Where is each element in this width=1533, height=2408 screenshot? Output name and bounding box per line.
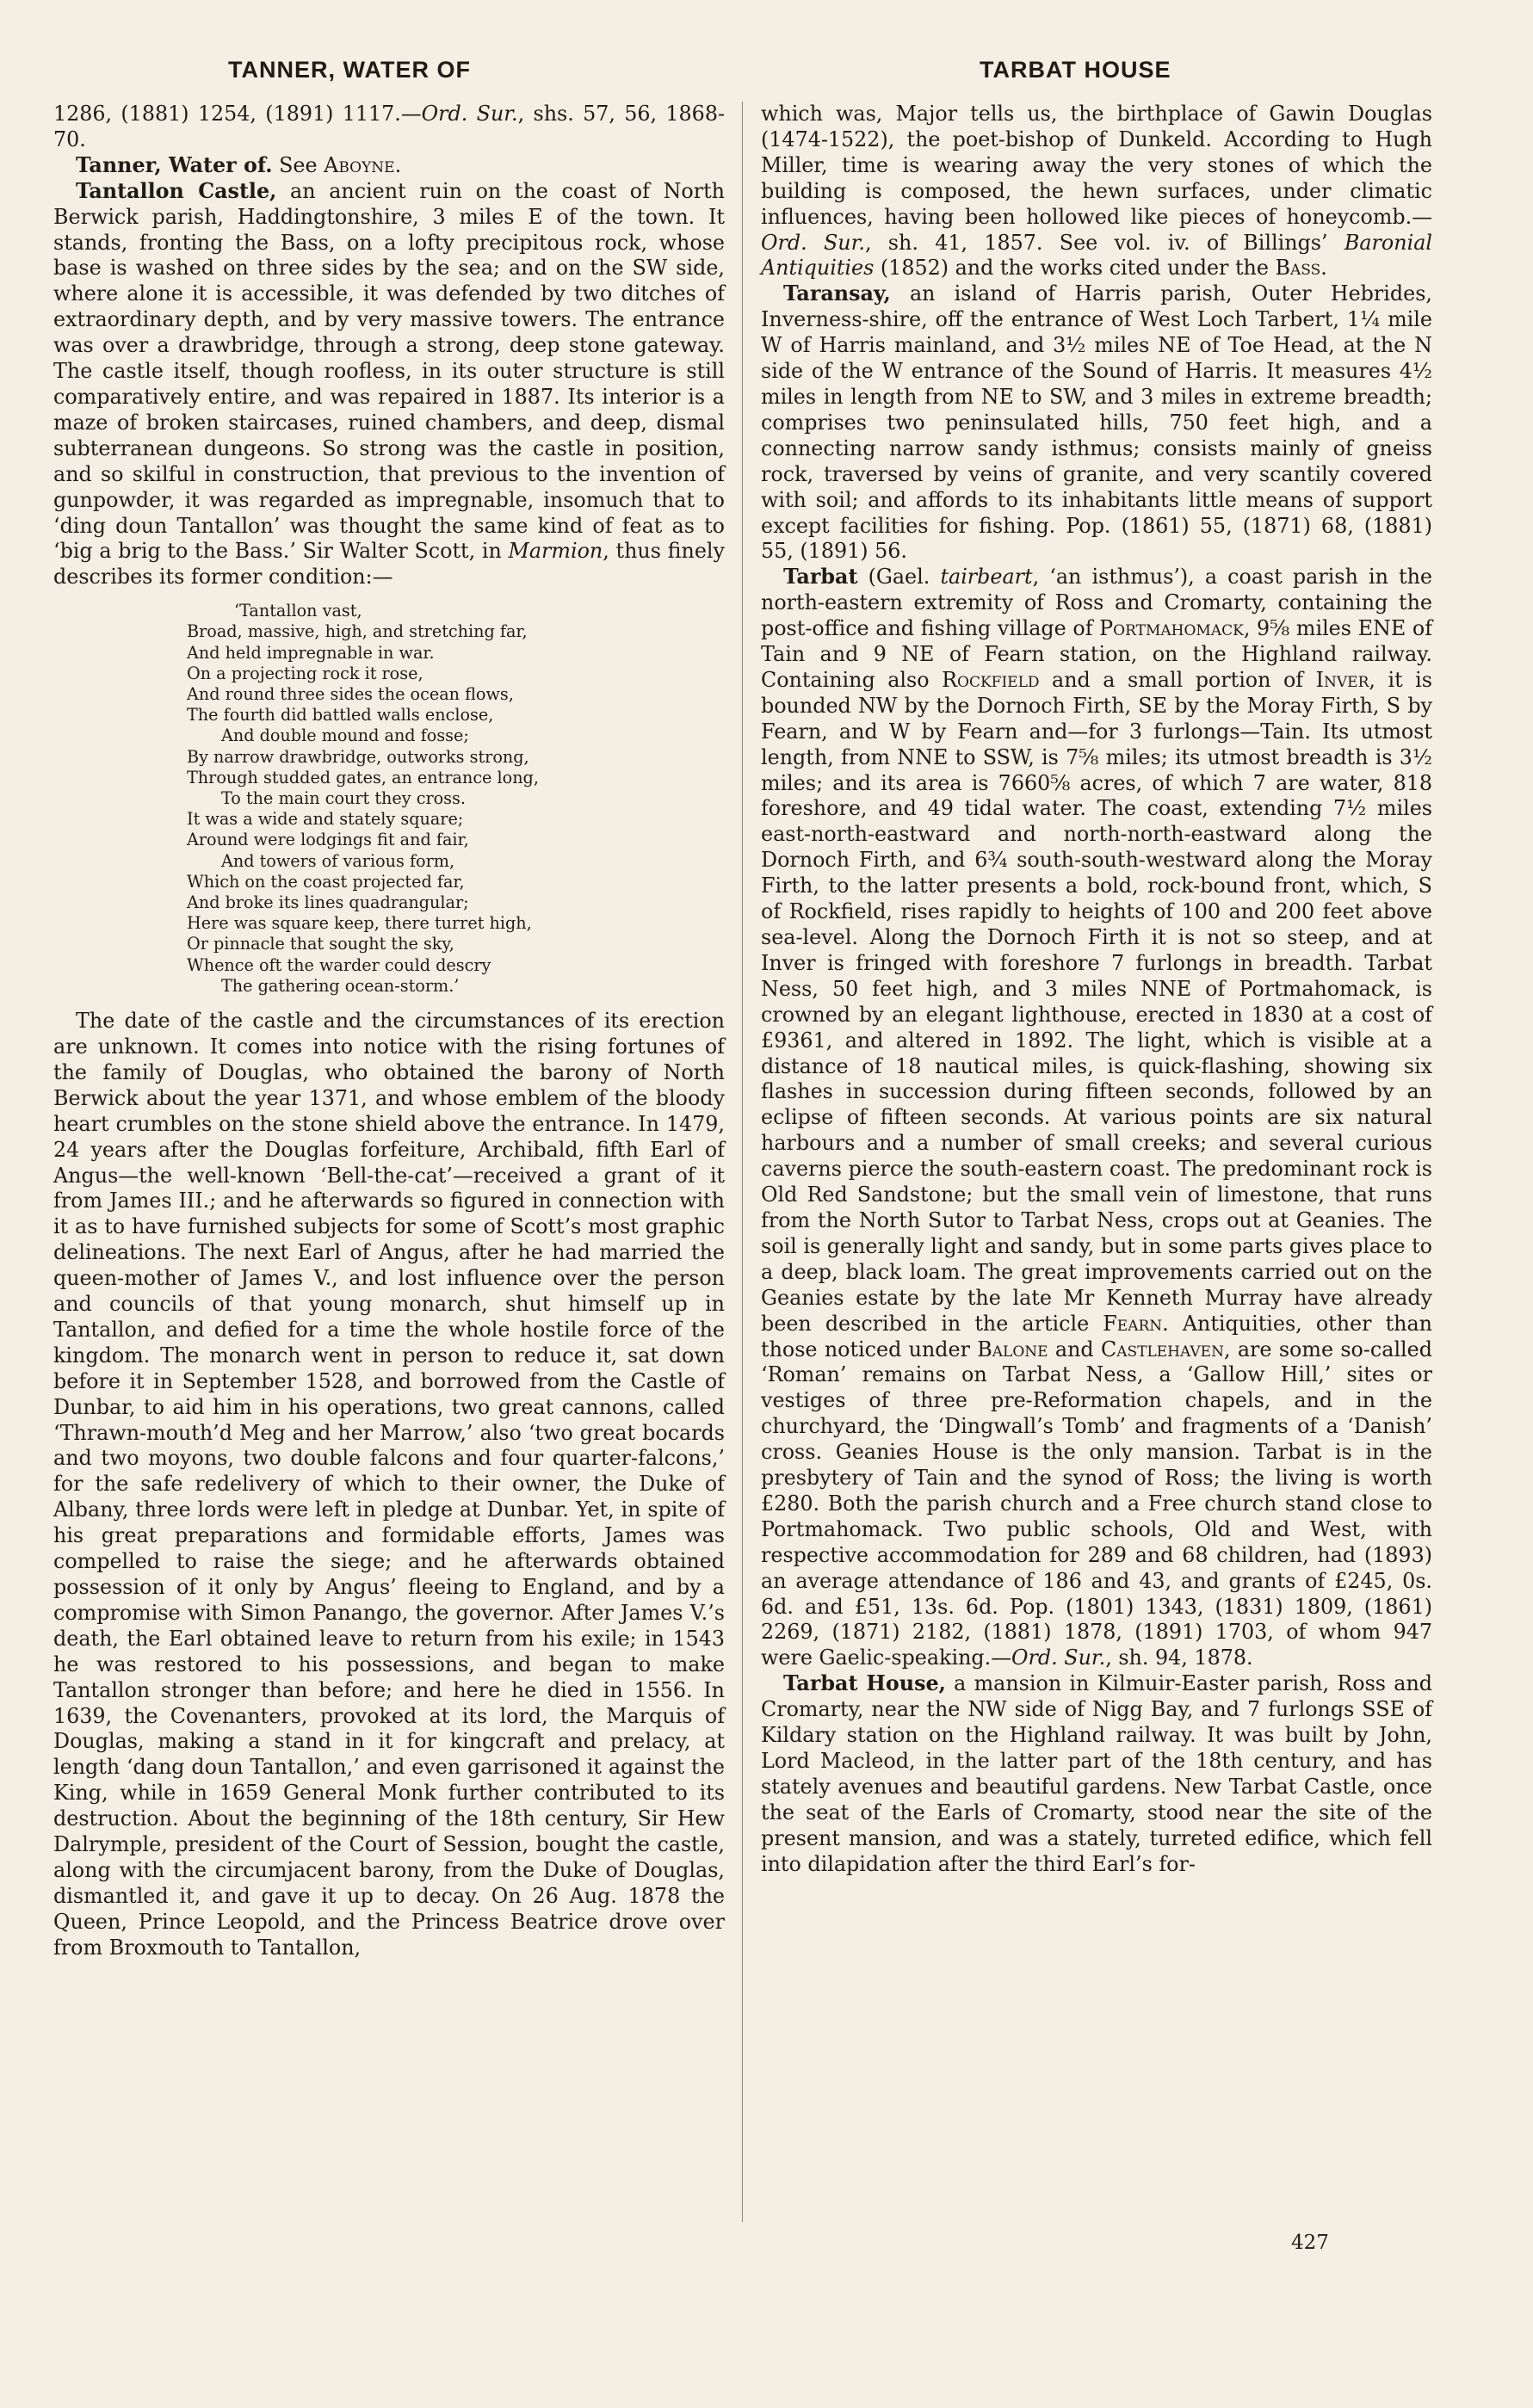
entry-tarbat: Tarbat (Gael. tairbeart, ‘an isthmus’), a coast parish in the north-eastern extremity of Ross and Cromarty, containing the post-office and fishing village of Portmahomack, 9⅝ miles ENE of Tain and 9 NE of Fearn station, on the Highland railway. Containing also Rockfield and a small portion of Inver, it is bounded NW by the Dornoch Firth, SE by the Moray Firth, S by Fearn, and W by Fearn and—for 3 furlongs—Tain. Its utmost length, from NNE to SSW, is 7⅝ miles; its utmost breadth is 3½ miles; and its area is 7660⅝ acres, of which 7 are water, 818 foreshore, and 49 tidal water. The coast, extending 7½ miles east-north-eastward and north-north-eastward along the Dornoch Firth, and 6¾ south-south-westward along the Moray Firth, to the latter presents a bold, rock-bound front, which, S of Rockfield, rises rapidly to heights of 100 and 200 feet above sea-level. Along the Dornoch Firth it is not so steep, and at Inver is fringed with foreshore 7 furlongs in breadth. Tarbat Ness, 50 feet high, and 3 miles NNE of Portmahomack, is crowned by an elegant lighthouse, erected in 1830 at a cost of £9361, and altered in 1892. The light, which is visible at a distance of 18 nautical miles, is quick-flashing, showing six flashes in succession during fifteen seconds, followed by an eclipse of fifteen seconds. At various points are six natural harbours and a number of small creeks; and several curious caverns pierce the south-eastern coast. The predominant rock is Old Red Sandstone; but the small vein of limestone, that runs from the North Sutor to Tarbat Ness, crops out at Geanies. The soil is generally light and sandy, but in some parts gives place to a deep, black loam. The great improvements carried out on the Geanies estate by the late Mr Kenneth Murray have already been described in the article Fearn. Antiquities, other than those noticed under Balone and Castlehaven, are some so-called ‘Roman’ remains on Tarbat Ness, a ‘Gallow Hill,’ sites or vestiges of three pre-Reformation chapels, and in the churchyard, the ‘Dingwall’s Tomb’ and fragments of a ‘Danish’ cross. Geanies House is the only mansion. Tarbat is in the presbytery of Tain and the synod of Ross; the living is worth £280. Both the parish church and a Free church stand close to Portmahomack. Two public schools, Old and West, with respective accommodation for 289 and 68 children, had (1893) an average attendance of 186 and 43, and grants of £245, 0s. 6d. and £51, 13s. 6d. Pop. (1801) 1343, (1831) 1809, (1861) 2269, (1871) 2182, (1881) 1878, (1891) 1703, of whom 947 were Gaelic-speaking.—Ord. Sur., sh. 94, 1878. [761,565,1433,1670]
right-column [761,102,1432,1878]
poem-line: And double mound and fosse; [221,725,469,746]
headword: Tarbat [783,565,858,590]
cross-reference: Portmahomack [1099,616,1244,641]
poem-line: Around were lodgings fit and fair, [187,830,469,850]
entry-continuation: which was, Major tells us, the birthplace of Gawin Douglas (1474-1522), the poet-bishop of Dunkeld. According to Hugh Miller, time is wearing away the very stones of which the building is composed, the hewn surfaces, under climatic influences, having been hollowed like pieces of honeycomb.—Ord. Sur., sh. 41, 1857. See vol. iv. of Billings’ Baronial Antiquities (1852) and the works cited under the Bass. [761,102,1432,281]
headword: Tantallon Castle, [76,178,277,203]
poem-line: Or pinnacle that sought the sky, [187,934,454,954]
poem-line: To the main court they cross. [221,788,466,809]
cross-reference: Bass [1275,256,1321,281]
headword: Tarbat House, [783,1671,946,1696]
cross-reference: Aboyne [324,152,395,177]
poem-quotation [53,601,725,997]
running-head-right: TARBAT HOUSE [980,57,1171,83]
left-column [53,102,725,1961]
poem-line: ‘Tantallon vast, [234,601,362,621]
poem-line: Broad, massive, high, and stretching far, [187,621,528,642]
poem-line: And round three sides the ocean flows, [187,684,514,705]
poem-line: Through studded gates, an entrance long, [187,767,539,787]
poem-line: The gathering ocean-storm.’ [221,975,460,996]
cross-reference: Fearn [1103,1311,1163,1336]
cross-reference: Inver [1315,667,1369,692]
poem-line: The fourth did battled walls enclose, [187,705,494,725]
headword: Taransay, [783,281,891,306]
entry-continuation: 1286, (1881) 1254, (1891) 1117.—Ord. Sur., shs. 57, 56, 1868-70. [53,102,725,151]
cross-reference: Balone [977,1337,1048,1361]
poem-line: And broke its lines quadrangular; [187,892,469,913]
cross-reference: Rockfield [942,667,1040,692]
poem-line: Here was square keep, there turret high, [187,913,532,934]
page-number: 427 [1291,2232,1329,2254]
column-divider [742,102,743,2222]
poem-line: And towers of various form, [221,850,455,871]
entry-tarbat-house: Tarbat House, a mansion in Kilmuir-Easter parish, Ross and Cromarty, near the NW side of Nigg Bay, and 7 furlongs SSE of Kildary station on the Highland railway. It was built by John, Lord Macleod, in the latter part of the 18th century, and has stately avenues and beautiful gardens. New Tarbat Castle, once the seat of the Earls of Cromarty, stood near the site of the present mansion, and was a stately, turreted edifice, which fell into dilapidation after the third Earl’s for- [761,1671,1432,1876]
entry-taransay: Taransay, an island of Harris parish, Outer Hebrides, Inverness-shire, off the entrance of West Loch Tarbert, 1¼ mile W of Harris mainland, and 3½ miles NE of Toe Head, at the N side of the W entrance of the Sound of Harris. It measures 4½ miles in length from NE to SW, and 3 miles in extreme breadth; comprises two peninsulated hills, 750 feet high, and a connecting narrow sandy isthmus; consists mainly of gneiss rock, traversed by veins of granite, and very scantily covered with soil; and affords to its inhabitants little means of support except facilities for fishing. Pop. (1861) 55, (1871) 68, (1881) 55, (1891) 56. [761,281,1432,564]
headword: Tanner, Water of. [76,152,273,177]
poem-line: Whence oft the warder could descry [187,954,491,975]
poem-line: By narrow drawbridge, outworks strong, [187,746,529,767]
poem-line: And held impregnable in war. [187,642,435,663]
entry-tantallon: Tantallon Castle, an ancient ruin on the coast of North Berwick parish, Haddingtonshire, 3 miles E of the town. It stands, fronting the Bass, on a lofty precipitous rock, whose base is washed on three sides by the sea; and on the SW side, where alone it is accessible, it was defended by two ditches of extraordinary depth, and by very massive towers. The entrance was over a drawbridge, through a strong, deep stone gateway. The castle itself, though roofless, in its outer structure is still comparatively entire, and was repaired in 1887. Its interior is a maze of broken staircases, ruined chambers, and deep, dismal subterranean dungeons. So strong was the castle in position, and so skilful in construction, that previous to the invention of gunpowder, it was regarded as impregnable, insomuch that to ‘ding doun Tantallon’ was thought the same kind of feat as to ‘big a brig to the Bass.’ Sir Walter Scott, in Marmion, thus finely describes its former condition:— [53,178,725,590]
cross-reference: Castlehaven [1100,1337,1224,1361]
running-head-left: TANNER, WATER OF [228,57,471,83]
entry-tantallon-history: The date of the castle and the circumstances of its erection are unknown. It comes into notice with the rising fortunes of the family of Douglas, who obtained the barony of North Berwick about the year 1371, and whose emblem of the bloody heart crumbles on the stone shield above the entrance. In 1479, 24 years after the Douglas forfeiture, Archibald, fifth Earl of Angus—the well-known ‘Bell-the-cat’—received a grant of it from James III.; and he afterwards so figured in connection with it as to have furnished subjects for some of Scott’s most graphic delineations. The next Earl of Angus, after he had married the queen-mother of James V., and lost influence over the person and councils of that young monarch, shut himself up in Tantallon, and defied for a time the whole hostile force of the kingdom. The monarch went in person to reduce it, sat down before it in September 1528, and borrowed from the Castle of Dunbar, to aid him in his operations, two great cannons, called ‘Thrawn-mouth’d Meg and her Marrow,’ also ‘two great bocards and two moyons, two double falcons and four quarter-falcons,’ for the safe redelivery of which to their owner, the Duke of Albany, three lords were left in pledge at Dunbar. Yet, in spite of his great preparations and formidable efforts, James was compelled to raise the siege; and he afterwards obtained possession of it only by Angus’ fleeing to England, and by a compromise with Simon Panango, the governor. After James V.’s death, the Earl obtained leave to return from his exile; in 1543 he was restored to his possessions, and began to make Tantallon stronger than before; and here he died in 1556. In 1639, the Covenanters, provoked at its lord, the Marquis of Douglas, making a stand in it for kingcraft and prelacy, at length ‘dang doun Tantallon,’ and even garrisoned it against the King, while in 1659 General Monk further contributed to its destruction. About the beginning of the 18th century, Sir Hew Dalrymple, president of the Court of Session, bought the castle, along with the circumjacent barony, from the Duke of Douglas, dismantled it, and gave it up to decay. On 26 Aug. 1878 the Queen, Prince Leopold, and the Princess Beatrice drove over from Broxmouth to Tantallon, [53,1009,725,1960]
poem-line: Which on the coast projected far, [187,871,465,892]
entry-tanner: Tanner, Water of. See Aboyne. [76,152,402,177]
poem-line: It was a wide and stately square; [187,809,464,830]
poem-line: On a projecting rock it rose, [187,663,423,683]
